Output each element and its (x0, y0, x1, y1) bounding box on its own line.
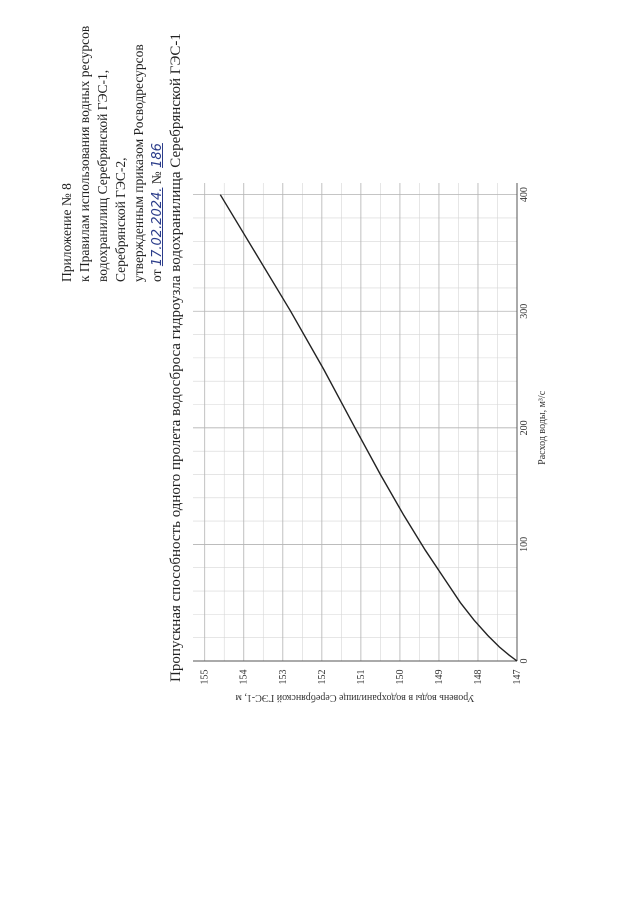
header-line-4: Серебрянской ГЭС-2, (113, 157, 128, 282)
header-line-1: Приложение № 8 (59, 183, 74, 282)
number-prefix: № (149, 171, 164, 185)
y-tick-label: 152 (316, 669, 328, 685)
y-tick-label: 155 (199, 669, 211, 685)
grid (193, 183, 517, 661)
header-line-2: к Правилам использования водных ресурсов (77, 25, 92, 282)
x-tick-label: 0 (519, 658, 530, 664)
x-tick-label: 400 (519, 187, 530, 203)
chart-title: Пропускная способность одного пролета водосброса гидроузла водохранилища Серебрянской ГЭС-1 (168, 33, 184, 682)
axes (193, 183, 517, 661)
y-tick-label: 154 (238, 669, 250, 685)
y-tick-label: 150 (394, 669, 406, 685)
x-tick-label: 300 (519, 303, 530, 319)
y-tick-label: 151 (355, 669, 367, 685)
x-tick-label: 100 (519, 536, 530, 552)
date-prefix: от (149, 269, 164, 282)
y-tick-label: 148 (472, 669, 484, 685)
tick-labels (200, 187, 530, 684)
header-line-5: утвержденным приказом Росводресурсов (131, 44, 146, 282)
x-axis-label: Расход воды, м³/с (537, 390, 548, 465)
x-tick-label: 200 (519, 420, 530, 436)
handwritten-number: 186 (150, 143, 165, 168)
y-tick-label: 153 (277, 669, 289, 685)
header-line-3: водохранилищ Серебрянской ГЭС-1, (95, 69, 110, 282)
y-tick-label: 149 (433, 669, 445, 685)
handwritten-date: 17.02.2024. (150, 187, 165, 267)
y-tick-label: 147 (512, 669, 523, 685)
y-axis-label: Уровень воды в водохранилище Серебрянской ГЭС-1, м (235, 692, 475, 703)
